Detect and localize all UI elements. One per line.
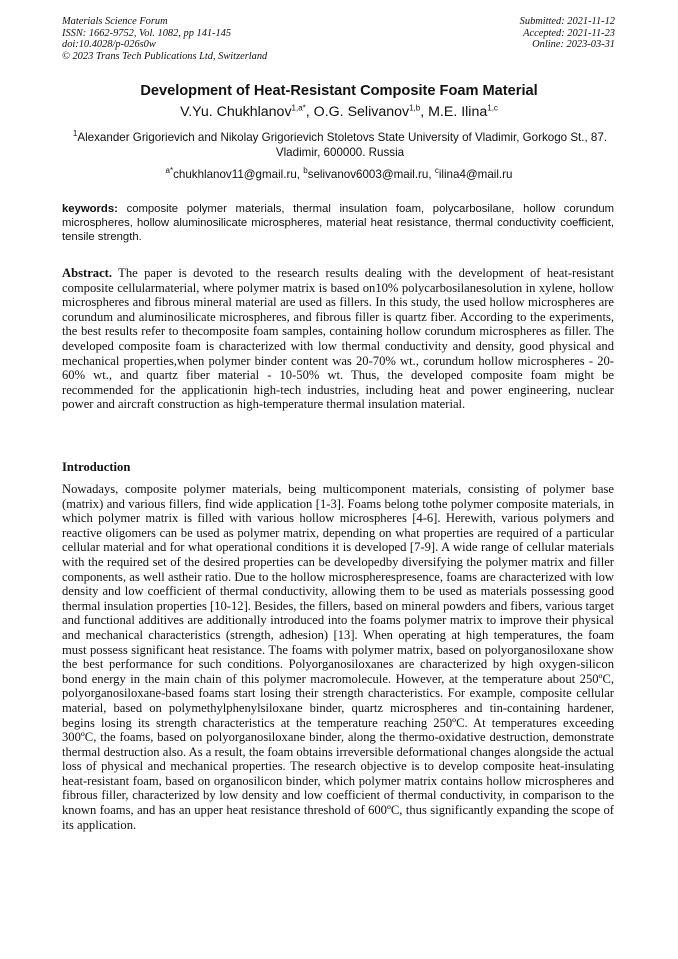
keywords-section — [62, 203, 614, 244]
author-affiliation-mark: 1,b — [409, 103, 421, 113]
keywords-text: composite polymer materials, thermal insulation foam, polycarbosilane, hollow corundum microspheres, hollow aluminosilicate microspheres, material heat resistance, thermal conductivity coefficient, tensile strength. — [62, 203, 615, 243]
introduction-heading: Introduction — [62, 460, 131, 474]
introduction-body: Nowadays, composite polymer materials, being multicomponent materials, consisting of polymer base (matrix) and various fillers, find wide application [1-3]. Foams belong tothe polymer composite materials, in which polymer matrix is filled with various hollow microspheres [4-6]. Herewith, various polymers and reactive oligomers can be used as polymer matrix, depending on what properties are required of a particular cellular material and for what operational conditions it is developed [7-9]. A wide range of cellular materials with the required set of the desired properties can be developedby diversifying the polymer matrix and filler components, as well astheir ratio. Due to the hollow microspherespresence, foams are characterized with low density and low coefficient of thermal conductivity, allowing them to be used as materials possessing good thermal insulation properties [10-12]. Besides, the fillers, based on mineral powders and fibers, various target and functional additives are additionally introduced into the foams polymer matrix to improve their physical and mechanical characteristics (strength, adhesion) [13]. When operating at high temperatures, the foam must possess significant heat resistance. The foams with polymer matrix, based on polyorganosiloxane show the best performance for such conditions. Polyorganosiloxanes are characterized by high oxygen-silicon bond energy in the main chain of this polymer macromolecule. However, at the temperature about 250ºC, polyorganosiloxane-based foams start losing their strength characteristics. For example, composite cellular material, based on polymethylphenylsiloxane binder, quartz microspheres and tin-containing hardener, begins losing its strength characteristics at the temperature reaching 250ºC. At temperatures exceeding 300ºC, the foams, based on polyorganosiloxane binder, along the thermo-oxidative destruction, demonstrate thermal destruction also. As a result, the foam obtains irreversible deformational changes alongside the actual loss of physical and mechanical properties. The research objective is to develop composite heat-insulating heat-resistant foam, based on organosilicon binder, which polymer matrix contains hollow microspheres and fibrous filler, characterized by low density and low coefficient of thermal conductivity, in comparison to the known foams, and has an upper heat resistance threshold of 600ºC, thus significantly expanding the scope of its application. — [62, 482, 614, 832]
email-mark: a* — [165, 166, 174, 176]
email-link[interactable]: selivanov6003@mail.ru — [307, 168, 429, 181]
author-affiliation-mark: 1,a* — [291, 103, 306, 113]
email-list — [0, 168, 678, 181]
abstract-label: Abstract. — [62, 266, 113, 280]
author-name: V.Yu. Chukhlanov — [180, 104, 292, 120]
accepted-date: Accepted: 2021-11-23 — [523, 27, 615, 39]
email-separator: , — [296, 168, 304, 181]
doi: doi:10.4028/p-026s0w — [62, 39, 156, 50]
author-name: M.E. Ilina — [428, 104, 488, 120]
journal-name: Materials Science Forum — [62, 16, 168, 27]
email-link[interactable]: ilina4@mail.ru — [438, 168, 513, 181]
email-link[interactable]: chukhlanov11@gmail.ru — [173, 168, 297, 181]
affiliation — [62, 131, 618, 160]
author-affiliation-mark: 1,c — [487, 103, 498, 113]
abstract-section — [62, 266, 614, 412]
publication-info — [62, 16, 267, 62]
email-mark: c — [434, 166, 439, 176]
online-date: Online: 2023-03-31 — [532, 39, 615, 50]
affiliation-mark: 1 — [72, 129, 78, 139]
copyright: © 2023 Trans Tech Publications Ltd, Switzerland — [62, 50, 268, 62]
author-list — [0, 104, 678, 120]
affiliation-text: Alexander Grigorievich and Nikolay Grigorievich Stoletovs State University of Vladimir, Gorkogo St., 87. Vladimir, 600000. Russia — [77, 131, 608, 159]
author-name: O.G. Selivanov — [313, 104, 410, 120]
publication-dates — [520, 16, 615, 51]
keywords-label: keywords: — [62, 203, 118, 215]
paper-title: Development of Heat-Resistant Composite Foam Material — [140, 83, 538, 99]
issn-volume: ISSN: 1662-9752, Vol. 1082, pp 141-145 — [62, 27, 232, 39]
email-mark: b — [303, 166, 308, 176]
submitted-date: Submitted: 2021-11-12 — [519, 16, 615, 27]
abstract-text: The paper is devoted to the research results dealing with the development of heat-resistant composite cellularmaterial, where polymer matrix is based on10% polycarbosilanesolution in xylene, hollow microspheres and fibrous mineral material are used as fillers. In this study, the used hollow microspheres are corundum and aluminosilicate microspheres, and fibrous filler is quartz fiber. According to the experiments, the best results refer to thecomposite foam samples, containing hollow corundum microspheres as filler. The developed composite foam is characterized with low thermal conductivity and density, good physical and mechanical properties,when polymer binder content was 20-70% wt., corundum hollow microspheres - 20-60% wt., and quartz fiber material - 10-50% wt. Thus, the developed composite foam might be recommended for the applicationin high-tech industries, including heat and power engineering, nuclear power and aircraft construction as high-temperature thermal insulation material. — [62, 266, 614, 412]
email-separator: , — [428, 168, 435, 181]
author-separator: , — [305, 104, 314, 120]
author-separator: , — [420, 104, 429, 120]
